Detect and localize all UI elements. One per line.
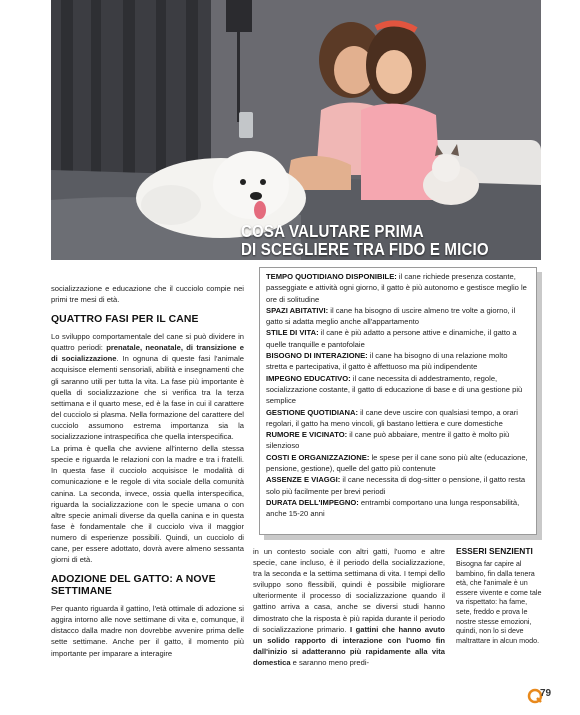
box-item — [266, 474, 529, 497]
page-number: 79 — [540, 688, 552, 699]
headline-line-1: COSA VALUTARE PRIMA — [241, 221, 424, 241]
box-item-label: SPAZI ABITATIVI: — [266, 305, 329, 315]
box-item-text: il cane è più adatto a persone attive e dinamiche, il gatto a quelle tranquille e pantofolaie — [266, 328, 517, 349]
bold-text: prenatale, neonatale, di transizione e di socializzazione — [51, 343, 244, 364]
box-item-label: ASSENZE E VIAGGI: — [266, 475, 341, 485]
box-item — [266, 429, 529, 452]
hero-photo — [51, 0, 541, 260]
heading-cat-adoption: ADOZIONE DEL GATTO: A NOVE SETTIMANE — [51, 574, 216, 598]
comparison-box — [259, 267, 537, 535]
paragraph-text: e saranno meno predi- — [290, 657, 370, 667]
box-item-text: le spese per il cane sono più alte (educazione, pensione, gestione), quelle del gatto più contenute — [266, 452, 528, 474]
box-item-label: DURATA DELL'IMPEGNO: — [266, 497, 359, 507]
box-item — [266, 305, 529, 328]
comparison-box-list — [260, 268, 536, 520]
box-item-text: il cane necessita di dog-sitter o pensione, il gatto resta solo più facilmente per brevi periodi — [266, 475, 526, 496]
box-item — [266, 327, 529, 350]
box-item-text: il cane ha bisogno di una relazione molto stretta e partecipativa, il gatto è affettuoso ma più indipendente — [266, 351, 508, 372]
intro-paragraph: socializzazione e educazione che il cucciolo compie nei primi tre mesi di età. — [51, 284, 244, 305]
paragraph-cat-adoption: Per quanto riguarda il gattino, l'età ottimale di adozione si aggira intorno alle nove settimane di vita e, comunque, il distacco dalla madre non dovrebbe avvenire prima delle sette settimane. Anche per il gatto, il momento più importante per imparare a interagire — [51, 604, 244, 658]
box-item-text: entrambi comportano una lunga responsabilità, anche 15-20 anni — [266, 497, 520, 519]
box-item-label: BISOGNO DI INTERAZIONE: — [266, 351, 368, 361]
heading-four-phases: QUATTRO FASI PER IL CANE — [51, 314, 199, 326]
box-item-label: GESTIONE QUOTIDIANA: — [266, 407, 358, 417]
box-item — [266, 271, 529, 305]
box-item-label: COSTI E ORGANIZZAZIONE: — [266, 452, 370, 462]
left-column — [51, 283, 244, 660]
sidebar-text: Bisogna far capire al bambino, fin dalla tenera età, che l'animale è un essere vivente e come tale va rispettato: ha fame, sete, freddo e prova le nostre stesse emozioni, quindi, non lo si deve maltrattare in alcun modo. — [456, 559, 542, 645]
box-item-text: il cane necessita di addestramento, regole, socializzazione costante, il gatto di educazione di base e di una gestione più semplice — [266, 373, 523, 406]
box-item-label: IMPEGNO EDUCATIVO: — [266, 373, 351, 383]
middle-column — [253, 546, 445, 669]
paragraph-text: . In ognuna di queste fasi l'animale acquisisce elementi sensoriali, abilità e insegnamenti che gli saranno utili per tutta la vita. La fase più importante è quella di socializzazione che si verifica tra la terza settimana e il quarto mese, ed è la fase in cui il carattere del cucciolo si plasma. Nella formazione del carattere del cucciolo assumono estrema importanza sia la socializzazione intraspecifica che quella interspecifica. — [51, 354, 244, 442]
paragraph-cat-socialization — [253, 546, 445, 668]
box-item — [266, 452, 529, 475]
bold-text: I gattini che hanno avuto un solido rapporto di interazione con l'uomo fin dall'inizio si adatteranno più rapidamente alla vita domestica — [253, 624, 445, 667]
sidebar-heading: ESSERI SENZIENTI — [456, 546, 533, 556]
paragraph-text: in un contesto sociale con altri gatti, l'uomo e altre specie, cane incluso, è il periodo della socializzazione, tra la seconda e la settima settimana di vita. I tempi dello sviluppo sono flessibili, quindi è possibile migliorare ulteriormente il processo di socializzazione quando il gattino arriva a casa, anche se diversi studi hanno dimostrato che la risposta è più rapida durante il periodo di socializzazione primario. — [253, 547, 445, 634]
sidebar-note — [456, 546, 544, 646]
paragraph-text: Lo sviluppo comportamentale del cane si può dividere in quattro periodi: — [51, 332, 244, 353]
photo-headline — [241, 222, 490, 258]
box-item — [266, 373, 529, 407]
box-item — [266, 350, 529, 373]
box-item-text: il cane può abbaiare, mentre il gatto è molto più silenzioso — [266, 430, 510, 451]
paragraph-socialization: La prima è quella che avviene all'interno della stessa specie e riguarda le relazioni con la madre e tra i fratelli. In questa fase il cucciolo acquisisce le modalità di comunicazione e le regole di vita sociale della comunità canina. La seconda, invece, ossia quella interspecifica, riguarda la socializzazione con le specie umana o con altre specie animali diverse da quella canina e in questa fase è fondamentale che il cucciolo viva il maggior numero di esperienze possibili. Quindi, un cucciolo di cane, per essere adottato, dovrà avere almeno sessanta giorni di età. — [51, 444, 244, 565]
headline-line-2: DI SCEGLIERE TRA FIDO E MICIO — [241, 239, 489, 259]
box-item-text: il cane deve uscire con qualsiasi tempo, a orari regolari, il gatto ha meno vincoli, gli bastano lettiera e cure domestiche — [266, 407, 518, 428]
paragraph-development — [51, 331, 244, 442]
box-item — [266, 407, 529, 430]
box-item — [266, 497, 529, 520]
box-item-label: TEMPO QUOTIDIANO DISPONIBILE: — [266, 272, 397, 281]
box-item-label: RUMORE E VICINATO: — [266, 430, 348, 440]
box-item-text: il cane richiede presenza costante, passeggiate e attività ogni giorno, il gatto è più autonomo e gestisce meglio le ore di solitudine — [266, 272, 527, 304]
box-item-label: STILE DI VITA: — [266, 328, 319, 338]
box-item-text: il cane ha bisogno di uscire almeno tre volte a giorno, il gatto si adatta meglio anche all'appartamento — [266, 305, 516, 327]
